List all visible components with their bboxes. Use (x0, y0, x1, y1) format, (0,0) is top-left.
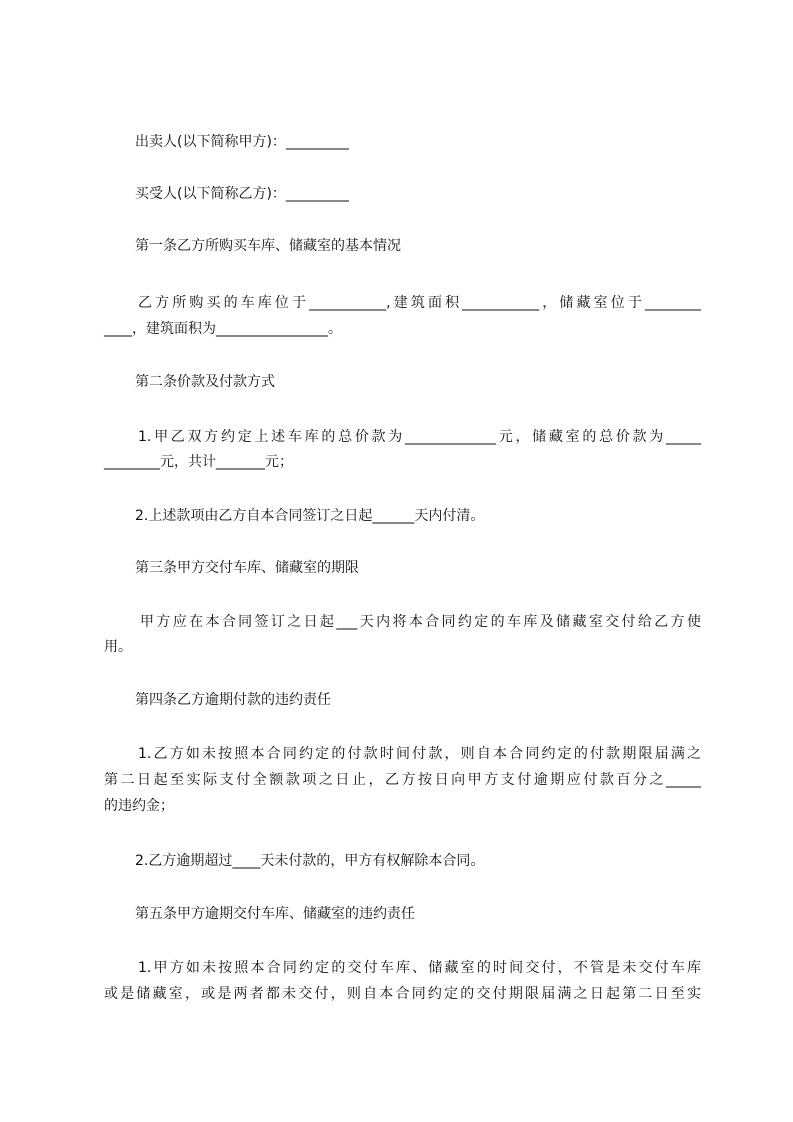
article-4-item-2: 2.乙方逾期超过____天未付款的，甲方有权解除本合同。 (135, 853, 485, 869)
article-1-body-line-2: ____，建筑面积为________________。 (104, 321, 342, 337)
article-4-item-1-line-3: 的违约金； (104, 798, 174, 814)
seller-line: 出卖人(以下简称甲方)：_________ (135, 134, 349, 150)
article-2-item-2: 2.上述款项由乙方自本合同签订之日起______天内付清。 (135, 508, 485, 524)
article-4-item-1-line-2: 第二日起至实际支付全额款项之日止，乙方按日向甲方支付逾期应付款百分之_____ (104, 772, 701, 788)
article-3-body-line-2: 用。 (104, 639, 132, 655)
buyer-line: 买受人(以下简称乙方)：_________ (135, 186, 349, 202)
article-2-heading: 第二条价款及付款方式 (135, 374, 275, 390)
article-1-body-line-1: 乙方所购买的车库位于___________,建筑面积___________，储藏室位于________ (138, 295, 701, 311)
article-5-item-1-line-1: 1.甲方如未按照本合同约定的交付车库、储藏室的时间交付，不管是未交付车库 (138, 960, 701, 976)
article-3-body-line-1: 甲方应在本合同签订之日起___天内将本合同约定的车库及储藏室交付给乙方使 (140, 614, 701, 630)
article-2-item-1-line-1: 1.甲乙双方约定上述车库的总价款为_____________元，储藏室的总价款为_____ (138, 429, 701, 445)
article-5-heading: 第五条甲方逾期交付车库、储藏室的违约责任 (135, 906, 415, 922)
article-1-heading: 第一条乙方所购买车库、储藏室的基本情况 (135, 238, 401, 254)
article-4-item-1-line-1: 1.乙方如未按照本合同约定的付款时间付款，则自本合同约定的付款期限届满之 (138, 746, 701, 762)
article-4-heading: 第四条乙方逾期付款的违约责任 (135, 692, 331, 708)
article-5-item-1-line-2: 或是储藏室，或是两者都未交付，则自本合同约定的交付期限届满之日起第二日至实 (104, 986, 701, 1002)
article-2-item-1-line-2: ________元，共计_______元； (104, 454, 293, 470)
article-3-heading: 第三条甲方交付车库、储藏室的期限 (135, 560, 359, 576)
